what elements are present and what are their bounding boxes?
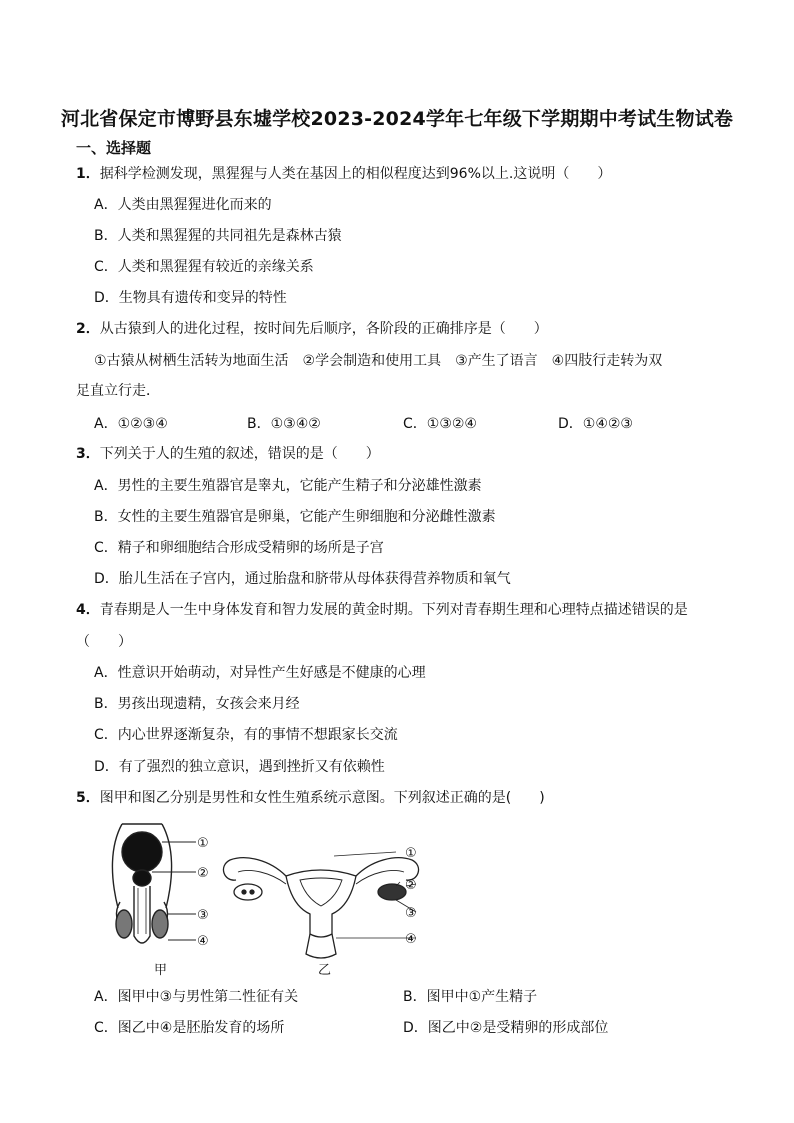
question-2-option-d: D．①④②③: [558, 416, 633, 432]
question-3-option-d: D．胎儿生活在子宫内，通过胎盘和脐带从母体获得营养物质和氧气: [94, 571, 511, 587]
question-4-option-a: A．性意识开始萌动，对异性产生好感是不健康的心理: [94, 665, 426, 681]
question-text: 下列关于人的生殖的叙述，错误的是（ ）: [99, 446, 380, 462]
question-3-stem: [76, 444, 380, 464]
female-marker-3: ③: [405, 906, 417, 921]
question-4-stem-cont: （ ）: [76, 634, 132, 650]
question-4-option-d: D．有了强烈的独立意识，遇到挫折又有依赖性: [94, 759, 385, 775]
question-number: 2．: [76, 321, 100, 337]
male-marker-1: ①: [197, 836, 209, 851]
question-1-option-b: B．人类和黑猩猩的共同祖先是森林古猿: [94, 228, 342, 244]
question-1-option-a: A．人类由黑猩猩进化而来的: [94, 197, 272, 213]
question-2-option-b: B．①③④②: [247, 416, 321, 432]
question-2-option-c: C．①③②④: [403, 416, 477, 432]
figure-label-yi: 乙: [318, 963, 332, 978]
question-4-option-c: C．内心世界逐渐复杂，有的事情不想跟家长交流: [94, 727, 398, 743]
male-markers: [154, 836, 209, 978]
question-3-option-c: C．精子和卵细胞结合形成受精卵的场所是子宫: [94, 540, 384, 556]
question-1-stem: [76, 164, 611, 184]
question-4-stem: [76, 600, 688, 620]
question-2-statements-line2: 足直立行走．: [76, 383, 160, 399]
question-2-stem: [76, 319, 548, 339]
female-marker-2: ②: [405, 878, 417, 893]
question-number: 3．: [76, 446, 100, 462]
female-marker-4: ④: [405, 932, 417, 947]
question-2-statements-line1: ①古猿从树栖生活转为地面生活 ②学会制造和使用工具 ③产生了语言 ④四肢行走转为双: [94, 353, 663, 369]
question-3-option-b: B．女性的主要生殖器官是卵巢，它能产生卵细胞和分泌雌性激素: [94, 509, 496, 525]
question-text: 据科学检测发现，黑猩猩与人类在基因上的相似程度达到96%以上.这说明（ ）: [99, 166, 612, 182]
male-marker-4: ④: [197, 934, 209, 949]
male-marker-3: ③: [197, 908, 209, 923]
question-text: 从古猿到人的进化过程，按时间先后顺序，各阶段的正确排序是（ ）: [99, 321, 548, 337]
question-5-option-c: C．图乙中④是胚胎发育的场所: [94, 1020, 285, 1036]
question-5-option-b: B．图甲中①产生精子: [403, 989, 538, 1005]
question-number: 5．: [76, 790, 100, 806]
question-5-option-d: D．图乙中②是受精卵的形成部位: [403, 1020, 609, 1036]
section-heading: 一、选择题: [76, 139, 152, 157]
reproductive-diagram: [100, 816, 440, 982]
question-1-option-d: D．生物具有遗传和变异的特性: [94, 290, 287, 306]
figure-label-jia: 甲: [154, 963, 168, 978]
question-number: 4．: [76, 602, 100, 618]
question-5-option-a: A．图甲中③与男性第二性征有关: [94, 989, 299, 1005]
question-number: 1．: [76, 166, 100, 182]
question-4-option-b: B．男孩出现遗精，女孩会来月经: [94, 696, 300, 712]
female-marker-1: ①: [405, 846, 417, 861]
question-3-option-a: A．男性的主要生殖器官是睾丸，它能产生精子和分泌雄性激素: [94, 478, 482, 494]
reproductive-system-figure: [100, 816, 440, 982]
female-markers: [318, 846, 417, 978]
exam-title: 河北省保定市博野县东墟学校2023-2024学年七年级下学期期中考试生物试卷: [60, 108, 734, 130]
question-2-option-a: A．①②③④: [94, 416, 168, 432]
question-text: 图甲和图乙分别是男性和女性生殖系统示意图。下列叙述正确的是( ): [99, 790, 545, 806]
male-marker-2: ②: [197, 866, 209, 881]
male-diagram: [112, 824, 196, 943]
female-diagram: [223, 852, 418, 958]
question-5-stem: [76, 788, 545, 808]
question-1-option-c: C．人类和黑猩猩有较近的亲缘关系: [94, 259, 314, 275]
question-text: 青春期是人一生中身体发育和智力发展的黄金时期。下列对青春期生理和心理特点描述错误的是: [99, 602, 688, 618]
